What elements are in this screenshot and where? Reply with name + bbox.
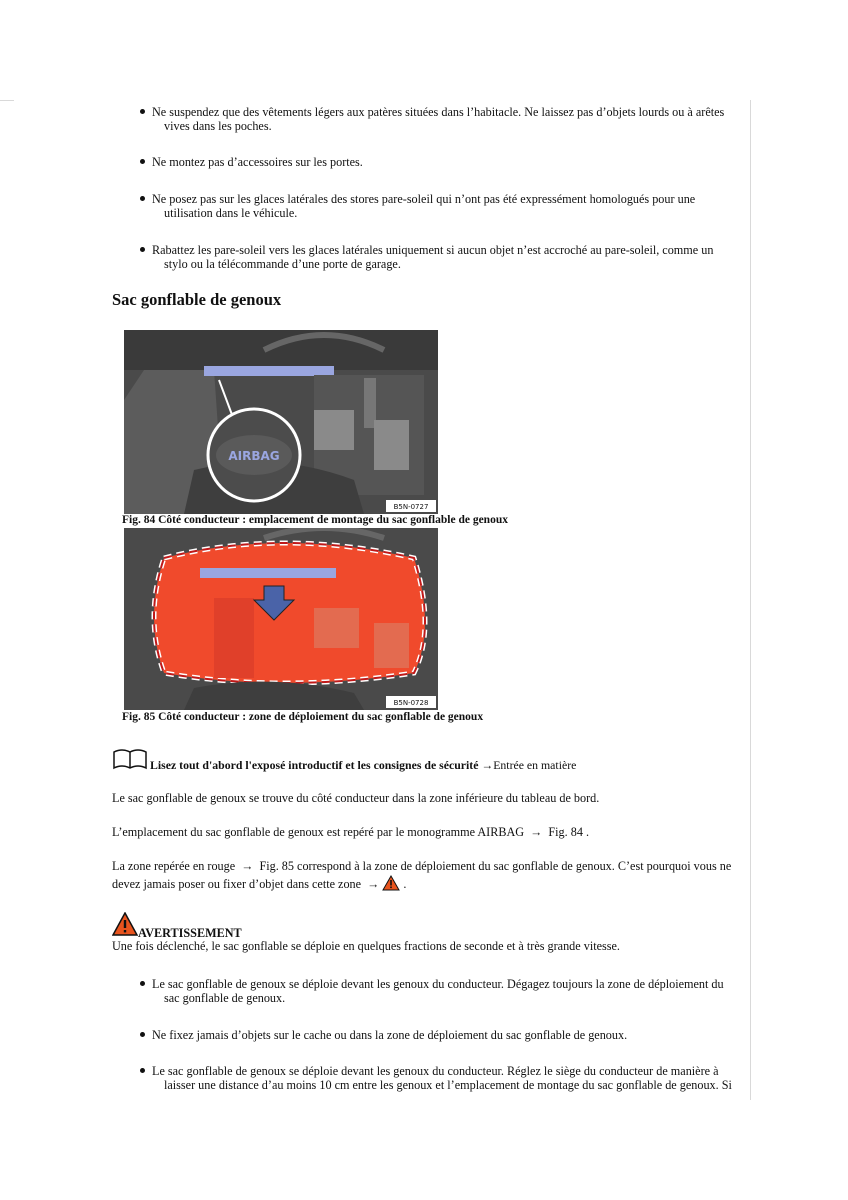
- warning-link-icon[interactable]: [382, 875, 400, 891]
- arrow-glyph: →: [241, 859, 254, 873]
- bullet-line: Rabattez les pare-soleil vers les glaces latérales uniquement si aucun objet n’est accroché au pare-soleil, comme un: [152, 243, 714, 257]
- list-item: [152, 977, 732, 1005]
- bullet-line: Ne fixez jamais d’objets sur le cache ou dans la zone de déploiement du sac gonflable de genoux.: [152, 1028, 628, 1042]
- list-item: [152, 155, 732, 169]
- figure-85-image: [124, 528, 438, 710]
- bullet-line: Ne suspendez que des vêtements légers aux patères situées dans l’habitacle. Ne laissez pas d’objets lourds ou à arêtes: [152, 105, 725, 119]
- arrow-glyph: →: [367, 877, 380, 891]
- paragraph: [112, 824, 732, 841]
- bullet-line: Ne posez pas sur les glaces latérales des stores pare-soleil qui n’ont pas été expressément homologués pour une: [152, 192, 696, 206]
- page-top-rule: [0, 100, 14, 101]
- list-item: [152, 105, 732, 133]
- bullet-line: Le sac gonflable de genoux se déploie devant les genoux du conducteur. Réglez le siège du conducteur de manière à: [152, 1064, 719, 1078]
- read-first-bold: Lisez tout d'abord l'exposé introductif et les consignes de sécurité: [150, 758, 479, 772]
- bullet-line: stylo ou la télécommande d’une porte de garage.: [164, 257, 401, 271]
- knee-airbag-panel: [204, 366, 334, 376]
- airbag-label: AIRBAG: [228, 449, 280, 463]
- bullet-line: Ne montez pas d’accessoires sur les portes.: [152, 155, 363, 169]
- figure-link[interactable]: Fig. 85: [259, 859, 294, 873]
- paragraph-text: L’emplacement du sac gonflable de genoux est repéré par le monogramme AIRBAG: [112, 825, 525, 839]
- section-title: Sac gonflable de genoux: [112, 290, 282, 309]
- figure-link[interactable]: Fig. 84 .: [548, 825, 590, 839]
- bullet-line: vives dans les poches.: [164, 119, 272, 133]
- warning-icon: [112, 912, 138, 936]
- deployment-zone-illustration: [124, 528, 438, 710]
- paragraph-text: devez jamais poser ou fixer d’objet dans cette zone: [112, 877, 362, 891]
- list-item: [152, 1028, 732, 1042]
- list-item: [152, 243, 732, 271]
- figure-code: B5N-0727: [393, 503, 429, 511]
- bullet-line: utilisation dans le véhicule.: [164, 206, 298, 220]
- read-first-notice: [150, 758, 576, 773]
- arrow-glyph: →: [481, 758, 494, 772]
- paragraph-text: .: [403, 877, 407, 891]
- figure-code: B5N-0728: [393, 699, 429, 707]
- paragraph: Le sac gonflable de genoux se trouve du côté conducteur dans la zone inférieure du tableau de bord.: [112, 791, 600, 805]
- figure-caption: Fig. 84 Côté conducteur : emplacement de montage du sac gonflable de genoux: [122, 514, 508, 526]
- footwell-illustration: [124, 330, 438, 514]
- figure-84-image: [124, 330, 438, 514]
- arrow-glyph: →: [530, 825, 543, 839]
- bullet-line: sac gonflable de genoux.: [164, 991, 286, 1005]
- list-item: [152, 1064, 732, 1092]
- intro-link[interactable]: Entrée en matière: [493, 758, 577, 772]
- book-icon: [112, 748, 148, 770]
- bullet-line: laisser une distance d’au moins 10 cm entre les genoux et l’emplacement de montage du sac gonflable de genoux. Si: [164, 1078, 732, 1092]
- paragraph: [112, 858, 732, 893]
- paragraph-text: correspond à la zone de déploiement du sac gonflable de genoux. C’est pourquoi vous ne: [297, 859, 732, 873]
- paragraph-text: La zone repérée en rouge: [112, 859, 236, 873]
- bullet-line: Le sac gonflable de genoux se déploie devant les genoux du conducteur. Dégagez toujours la zone de déploiement du: [152, 977, 724, 991]
- warning-intro: Une fois déclenché, le sac gonflable se déploie en quelques fractions de seconde et à très grande vitesse.: [112, 939, 620, 953]
- warning-title: AVERTISSEMENT: [138, 926, 242, 940]
- list-item: [152, 192, 732, 220]
- figure-caption: Fig. 85 Côté conducteur : zone de déploiement du sac gonflable de genoux: [122, 711, 484, 723]
